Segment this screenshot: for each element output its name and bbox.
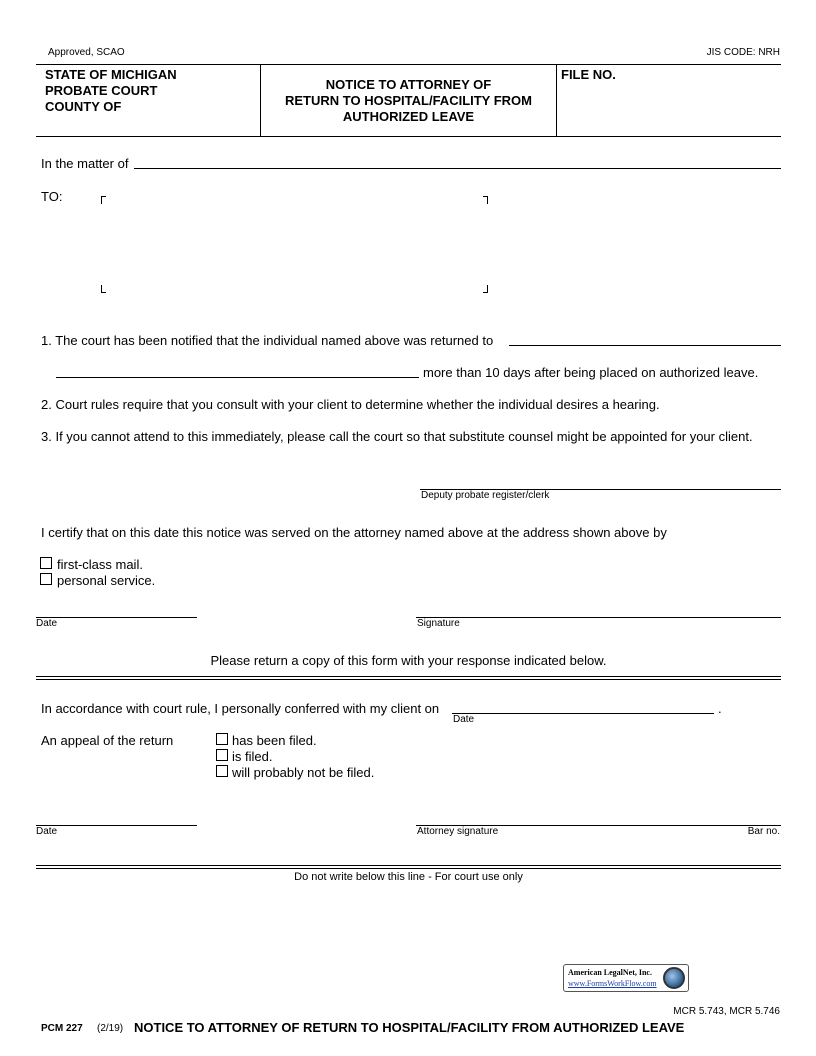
conferred-text: In accordance with court rule, I personally conferred with my client on (41, 701, 440, 716)
certify-signature-field[interactable] (418, 599, 778, 616)
matter-field[interactable] (138, 154, 778, 168)
item-1-facility-line (509, 345, 781, 346)
conferred-period: . (718, 701, 722, 716)
address-corner-top-right (483, 196, 488, 204)
court-use-divider (36, 865, 781, 869)
to-address-field[interactable] (110, 204, 478, 282)
appeal-label: An appeal of the return (41, 733, 174, 748)
certify-date-field[interactable] (38, 599, 194, 616)
legalnet-logo (563, 964, 689, 992)
globe-icon (663, 967, 685, 989)
file-no-field[interactable] (562, 86, 776, 130)
certify-date-line (36, 617, 197, 618)
attorney-signature-field[interactable] (418, 807, 718, 824)
item-1-text: 1. The court has been notified that the individual named above was returned to (41, 333, 494, 348)
court-name: PROBATE COURT (45, 83, 158, 98)
response-date-label: Date (36, 826, 58, 837)
header-top-rule (36, 64, 781, 65)
return-section-divider (36, 676, 781, 680)
certify-signature-label: Signature (417, 618, 460, 629)
legalnet-logo-name: American LegalNet, Inc. (568, 968, 652, 977)
bar-no-label: Bar no. (747, 826, 780, 837)
court-use-note: Do not write below this line - For court use only (294, 871, 523, 883)
deputy-label: Deputy probate register/clerk (421, 490, 550, 501)
personal-service-label: personal service. (57, 573, 156, 588)
response-date-line (36, 825, 197, 826)
address-corner-bottom-left (101, 285, 106, 293)
item-1-continuation-field[interactable] (58, 363, 416, 377)
address-corner-top-left (101, 196, 106, 204)
bar-no-field[interactable] (722, 807, 778, 824)
matter-label: In the matter of (41, 156, 129, 171)
jis-code: JIS CODE: NRH (706, 47, 780, 58)
form-revision: (2/19) (97, 1023, 124, 1034)
address-corner-bottom-right (483, 285, 488, 293)
header-divider-right (556, 64, 557, 136)
to-label: TO: (41, 189, 63, 204)
appeal-not-filed-label: will probably not be filed. (232, 765, 375, 780)
first-class-mail-checkbox[interactable] (40, 557, 52, 569)
appeal-has-been-filed-checkbox[interactable] (216, 733, 228, 745)
court-county-label: COUNTY OF (45, 99, 122, 114)
mcr-reference: MCR 5.743, MCR 5.746 (673, 1006, 780, 1017)
file-no-label: FILE NO. (561, 67, 616, 82)
form-title-line-3: AUTHORIZED LEAVE (342, 109, 475, 124)
form-title-line-2: RETURN TO HOSPITAL/FACILITY FROM (285, 93, 532, 108)
conferred-date-line (452, 713, 714, 714)
appeal-is-filed-checkbox[interactable] (216, 749, 228, 761)
appeal-is-filed-label: is filed. (232, 749, 273, 764)
court-state: STATE OF MICHIGAN (45, 67, 177, 82)
court-block (45, 67, 177, 115)
response-date-field[interactable] (38, 807, 194, 824)
form-title-line-1: NOTICE TO ATTORNEY OF (325, 77, 492, 92)
first-class-mail-label: first-class mail. (57, 557, 143, 572)
legalnet-logo-url[interactable]: www.FormsWorkFlow.com (568, 979, 657, 988)
conferred-date-label: Date (453, 714, 475, 725)
appeal-has-been-filed-label: has been filed. (232, 733, 317, 748)
item-3-text: 3. If you cannot attend to this immediately, please call the court so that substitute counsel might be appointed for your client. (41, 429, 753, 444)
personal-service-checkbox[interactable] (40, 573, 52, 585)
form-id: PCM 227 (41, 1023, 83, 1034)
approval-note: Approved, SCAO (48, 47, 125, 58)
deputy-signature-field[interactable] (422, 470, 778, 488)
matter-field-line (134, 168, 781, 169)
footer-title: NOTICE TO ATTORNEY OF RETURN TO HOSPITAL/FACILITY FROM AUTHORIZED LEAVE (134, 1020, 685, 1035)
certify-text: I certify that on this date this notice was served on the attorney named above at the address shown above by (41, 525, 667, 540)
item-2-text: 2. Court rules require that you consult with your client to determine whether the individual desires a hearing. (41, 397, 660, 412)
attorney-signature-label: Attorney signature (417, 826, 499, 837)
form-title (261, 77, 556, 125)
appeal-not-filed-checkbox[interactable] (216, 765, 228, 777)
conferred-date-field[interactable] (454, 699, 712, 713)
item-1-continuation-text: more than 10 days after being placed on authorized leave. (423, 365, 759, 380)
item-1-continuation-line (56, 377, 419, 378)
certify-signature-line (416, 617, 781, 618)
return-notice: Please return a copy of this form with your response indicated below. (210, 653, 607, 668)
certify-date-label: Date (36, 618, 58, 629)
header-bottom-rule (36, 136, 781, 137)
item-1-facility-field[interactable] (512, 331, 778, 345)
